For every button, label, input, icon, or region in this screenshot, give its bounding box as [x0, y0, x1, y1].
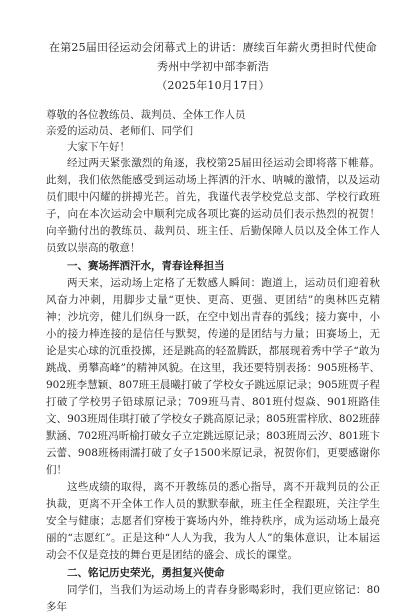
speech-title: 在第25届田径运动会闭幕式上的讲话：赓续百年薪火勇担时代使命 — [49, 41, 377, 54]
speaker-line: 秀州中学初中部李新浩 — [157, 60, 269, 73]
section-2-heading: 二、铭记历史荣光，勇担复兴使命 — [67, 567, 225, 579]
date-line: （2025年10月17日） — [156, 79, 270, 92]
intro-paragraph: 经过两天紧张激烈的角逐，我校第25届田径运动会即将落下帷幕。此刻，我们依然能感受到运动场上挥洒的汗水、呐喊的激情，以及运动员们眼中闪耀的拼搏光芒。首先，我谨代表学校党总支部、学校行政班子，向在本次运动会中顺利完成各项比赛的运动员们表示热烈的祝贺！向辛勤付出的教练员、裁判员、班主任、后勤保障人员以及全体工作人员致以崇高的敬意！ — [46, 157, 380, 254]
title-block — [46, 38, 380, 95]
section-1-paragraph-2: 这些成绩的取得，离不开教练员的悉心指导，离不开裁判员的公正执裁，更离不开全体工作人员的默默奉献，班主任全程跟班，关注学生安全与健康；志愿者们穿梭于赛场内外，维持秩序，成为运动场上最亮丽的“志愿红”。正是这种“人人为我，我为人人”的集体意识，让本届运动会不仅是竞技的舞台更是团结的盛会、成长的课堂。 — [46, 481, 380, 561]
greeting-line-2: 亲爱的运动员、老师们、同学们 — [46, 125, 193, 137]
greeting-line-1: 尊敬的各位教练员、裁判员、全体工作人员 — [46, 109, 246, 121]
section-1-heading: 一、赛场挥洒汗水，青春诠释担当 — [67, 260, 225, 272]
section-2-paragraph-1: 同学们，当我们为运动场上的青春身影喝彩时，我们更应铭记：80多年 — [46, 584, 380, 613]
section-1-paragraph-1: 两天来，运动场上定格了无数感人瞬间：跑道上，运动员们迎着秋风奋力冲刺，用脚步丈量“更快、更高、更强、更团结”的奥林匹克精神；沙坑旁，健儿们纵身一跃，在空中划出青春的弧线；接力赛中，小小的接力棒连接的是信任与默契，传递的是团结与力量；田赛场上，无论是实心球的沉重投掷，还是跳高的轻盈腾跃，都展现着秀中学子“敢为跳战、勇攀高峰”的精神风貌。在这里，我还要特别表扬：905班杨芊、902班李慧颖、807班王晨曦打破了学校女子跳远原记录；905班贾子程打破了学校男子铅球原记录；709班马青、801班付煜焱、901班路佳文、903班周佳琪打破了学校女子跳高原记录；805班雷梓欣、802班薛默涵、702班冯昕榆打破女子立定跳远原记录；803班周云汐、801班卞云蕾、908班杨雨濡打破了女子1500米原记录，祝贺你们，更要感谢你们！ — [46, 277, 380, 476]
greeting-line-3: 大家下午好！ — [67, 141, 130, 153]
greeting-block — [46, 107, 380, 155]
